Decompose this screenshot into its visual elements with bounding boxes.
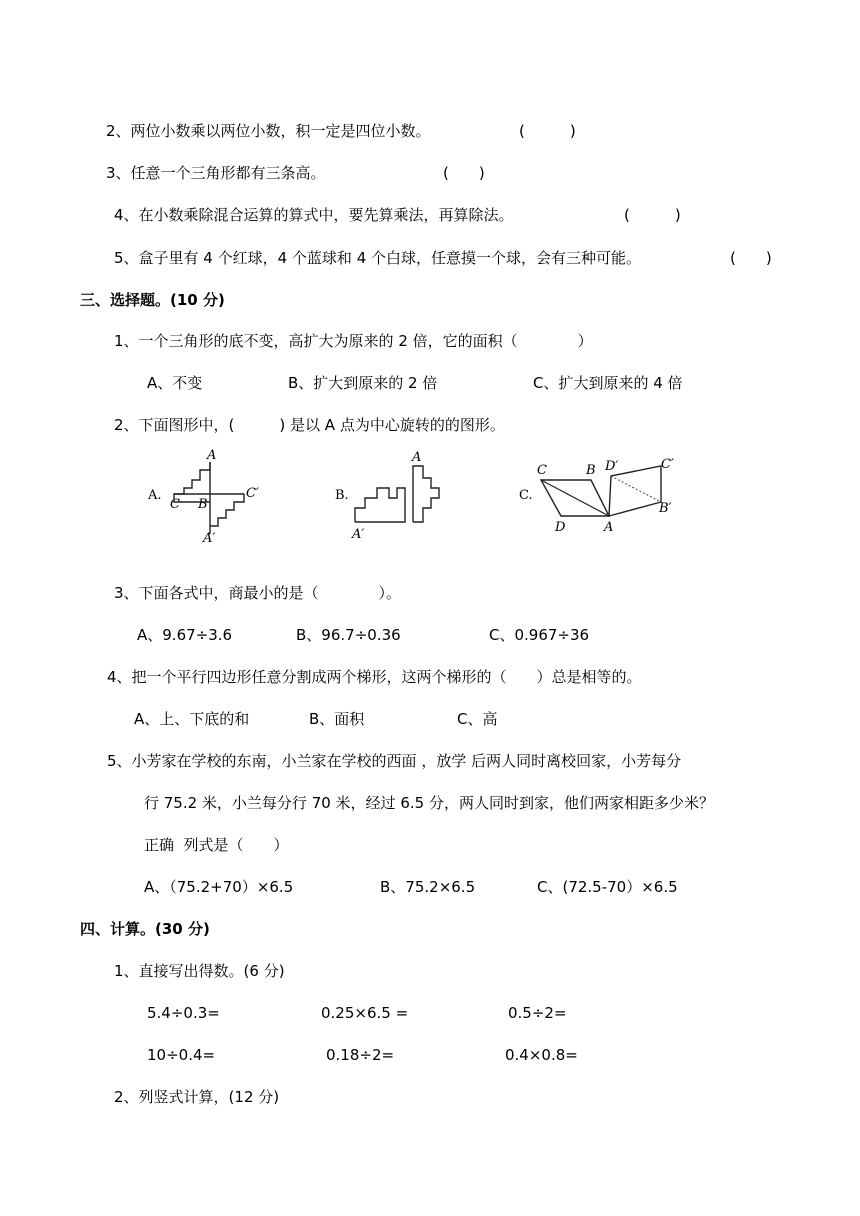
fig-c-label-Bp: B′ xyxy=(659,501,672,516)
calc-item[interactable]: 0.4×0.8= xyxy=(505,1046,578,1064)
tf-question-4: 4、在小数乘除混合运算的算式中，要先算乘法，再算除法。 xyxy=(114,206,514,224)
fig-b-option-label: B. xyxy=(335,488,349,503)
fig-c-label-C: C xyxy=(537,463,547,478)
answer-paren-5[interactable]: ( ) xyxy=(730,249,772,267)
fig-c-label-Cp: C′ xyxy=(661,457,674,472)
mc-question-5-line3: 正确 列式是（ ） xyxy=(144,836,289,854)
mc-4-option-b[interactable]: B、面积 xyxy=(309,710,365,728)
fig-c-label-Dp: D′ xyxy=(605,459,619,474)
fig-c-label-D: D xyxy=(555,520,566,535)
calc-item[interactable]: 5.4÷0.3= xyxy=(147,1004,220,1022)
mc-question-5-line1: 5、小芳家在学校的东南，小兰家在学校的西面 ，放学 后两人同时离校回家，小芳每分 xyxy=(107,752,682,770)
fig-a-label-B: B xyxy=(198,497,208,512)
mc-4-option-c[interactable]: C、高 xyxy=(457,710,498,728)
mc-5-option-b[interactable]: B、75.2×6.5 xyxy=(380,878,476,896)
fig-c-label-B: B xyxy=(586,463,596,478)
mc-question-2: 2、下面图形中，( ) 是以 A 点为中心旋转的的图形。 xyxy=(114,416,505,434)
tf-question-2: 2、两位小数乘以两位小数，积一定是四位小数。 xyxy=(106,122,431,140)
fig-a-label-C: C xyxy=(170,497,180,512)
calc-item[interactable]: 0.5÷2= xyxy=(508,1004,567,1022)
figure-option-c[interactable] xyxy=(515,452,690,542)
mc-5-option-c[interactable]: C、(72.5-70）×6.5 xyxy=(537,878,678,896)
tf-question-5: 5、盒子里有 4 个红球，4 个蓝球和 4 个白球，任意摸一个球，会有三种可能。 xyxy=(114,249,642,267)
mc-3-option-c[interactable]: C、0.967÷36 xyxy=(489,626,590,644)
mc-5-option-a[interactable]: A、（75.2+70）×6.5 xyxy=(144,878,294,896)
fig-a-bottom-staircase xyxy=(210,494,244,526)
fig-a-label-Cp: C′ xyxy=(246,486,259,501)
fig-b-left-shape xyxy=(355,488,405,522)
mc-3-option-b[interactable]: B、96.7÷0.36 xyxy=(296,626,401,644)
calc-item[interactable]: 0.25×6.5 = xyxy=(321,1004,409,1022)
mc-question-4: 4、把一个平行四边形任意分割成两个梯形，这两个梯形的（ ）总是相等的。 xyxy=(107,668,642,686)
fig-c-label-A: A xyxy=(604,520,614,535)
mc-1-option-b[interactable]: B、扩大到原来的 2 倍 xyxy=(288,374,438,392)
calc-item[interactable]: 0.18÷2= xyxy=(326,1046,395,1064)
calc-item[interactable]: 10÷0.4= xyxy=(147,1046,216,1064)
figure-option-a[interactable] xyxy=(140,442,270,547)
fig-b-label-Ap: A′ xyxy=(352,527,365,542)
mc-question-3: 3、下面各式中，商最小的是（ ）。 xyxy=(114,584,402,602)
answer-paren-3[interactable]: ( ) xyxy=(443,164,485,182)
fig-b-right-shape xyxy=(413,466,439,522)
calc-question-1: 1、直接写出得数。(6 分) xyxy=(114,962,285,980)
fig-a-label-Ap: A′ xyxy=(203,531,216,546)
fig-c-option-label: C. xyxy=(519,488,533,503)
fig-b-label-A: A xyxy=(412,450,422,465)
fig-a-label-A: A xyxy=(207,448,217,463)
tf-question-3: 3、任意一个三角形都有三条高。 xyxy=(106,164,326,182)
answer-paren-2[interactable]: ( ) xyxy=(519,122,576,140)
mc-1-option-a[interactable]: A、不变 xyxy=(147,374,203,392)
mc-question-1: 1、一个三角形的底不变，高扩大为原来的 2 倍，它的面积（ ） xyxy=(114,332,593,350)
section-4-heading: 四、计算。(30 分) xyxy=(80,920,210,938)
calc-question-2: 2、列竖式计算，(12 分) xyxy=(114,1088,280,1106)
fig-c-dotted-line xyxy=(611,476,661,502)
section-3-heading: 三、选择题。(10 分) xyxy=(80,291,225,309)
mc-question-5-line2: 行 75.2 米，小兰每分行 70 米，经过 6.5 分，两人同时到家，他们两家相距多少米？ xyxy=(144,794,714,812)
fig-a-top-staircase xyxy=(174,462,210,502)
answer-paren-4[interactable]: ( ) xyxy=(624,206,681,224)
mc-3-option-a[interactable]: A、9.67÷3.6 xyxy=(137,626,233,644)
figure-option-b[interactable] xyxy=(333,442,463,547)
fig-a-option-label: A. xyxy=(148,488,162,503)
mc-4-option-a[interactable]: A、上、下底的和 xyxy=(134,710,250,728)
mc-1-option-c[interactable]: C、扩大到原来的 4 倍 xyxy=(533,374,683,392)
